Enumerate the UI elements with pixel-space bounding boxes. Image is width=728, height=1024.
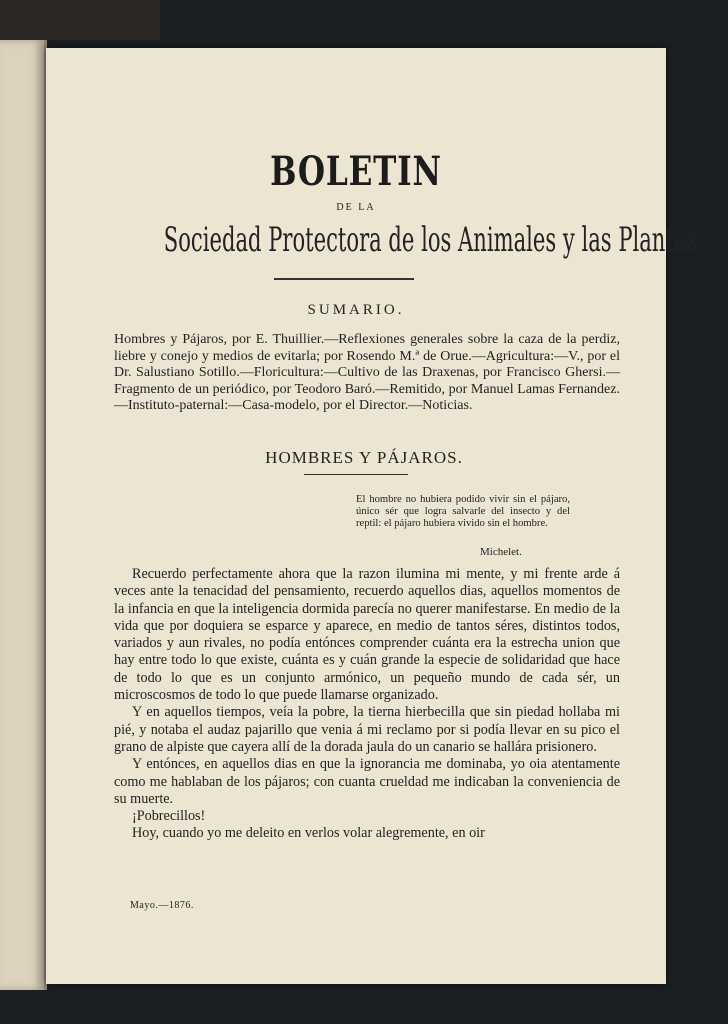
footer-date: Mayo.—1876. [130, 900, 194, 911]
paragraph: Y en aquellos tiempos, veía la pobre, la tierna hierbecilla que sin piedad hollaba mi pié, y notaba el audaz pajarillo que venia á mi reclamo por si podía llevar en su pico el grano de alpiste que cayera allí de la dorada jaula do un canario se hallára prisionero. [114, 704, 620, 755]
society-name: Sociedad Protectora de los Animales y las Plantas. [163, 220, 704, 260]
epigraph: El hombre no hubiera podido vivir sin el pájaro, único sér que logra salvarle del insecto y del reptil: el pájaro hubiera vivido sin el hombre. [356, 494, 570, 529]
left-page-edge [0, 40, 47, 990]
paragraph: ¡Pobrecillos! [132, 808, 206, 825]
paragraph: Y entónces, en aquellos dias en que la ignorancia me dominaba, yo oia atentamente como me hablaban de los pájaros; con cuanta crueldad me indicaban la conveniencia de su muerte. [114, 756, 620, 807]
article-body [114, 566, 620, 843]
paragraph: Hoy, cuando yo me deleito en verlos volar alegremente, en oir [132, 825, 485, 842]
summary-text: Hombres y Pájaros, por E. Thuillier.—Reflexiones generales sobre la caza de la perdiz, liebre y conejo y medios de evitarla; por Rosendo M.ª de Orue.—Agricultura:—V., por el Dr. Salustiano Sotillo.—Floricultura:—Cultivo de las Draxenas, por Francisco Ghersi.—Fragmento de un periódico, por Teodoro Baró.—Remitido, por Manuel Lamas Fernandez.—Instituto-paternal:—Casa-modelo, por el Director.—Noticias. [114, 332, 620, 414]
page-title: BOLETIN [270, 148, 442, 195]
article-title: HOMBRES Y PÁJAROS. [265, 448, 463, 467]
epigraph-author: Michelet. [480, 546, 522, 558]
summary-heading: SUMARIO. [307, 302, 405, 318]
paragraph: Recuerdo perfectamente ahora que la razon ilumina mi mente, y mi frente arde á veces ante la tenacidad del pensamiento, recuerdo aquellos dias, aquellos momentos de la infancia en que la inteligencia dormida parecía no querer manifestarse. En medio de la vida que por doquiera se esparce y aparece, en medio de tantos séres, distintos todos, variados y aun rivales, no podía entónces comprender cuánta era la estrecha union que hay entre todo lo que existe, cuánta es y cuán grande la especie de solidaridad que hace de todo lo que es un conjunto armónico, un pequeño mundo de cada sér, un microscosmos de todo lo que puede llamarse organizado. [114, 566, 620, 704]
book-cover [0, 0, 160, 40]
title-divider [274, 278, 414, 280]
title-connector: DE LA [336, 202, 376, 213]
article-divider [304, 474, 408, 475]
document-page [46, 48, 704, 984]
